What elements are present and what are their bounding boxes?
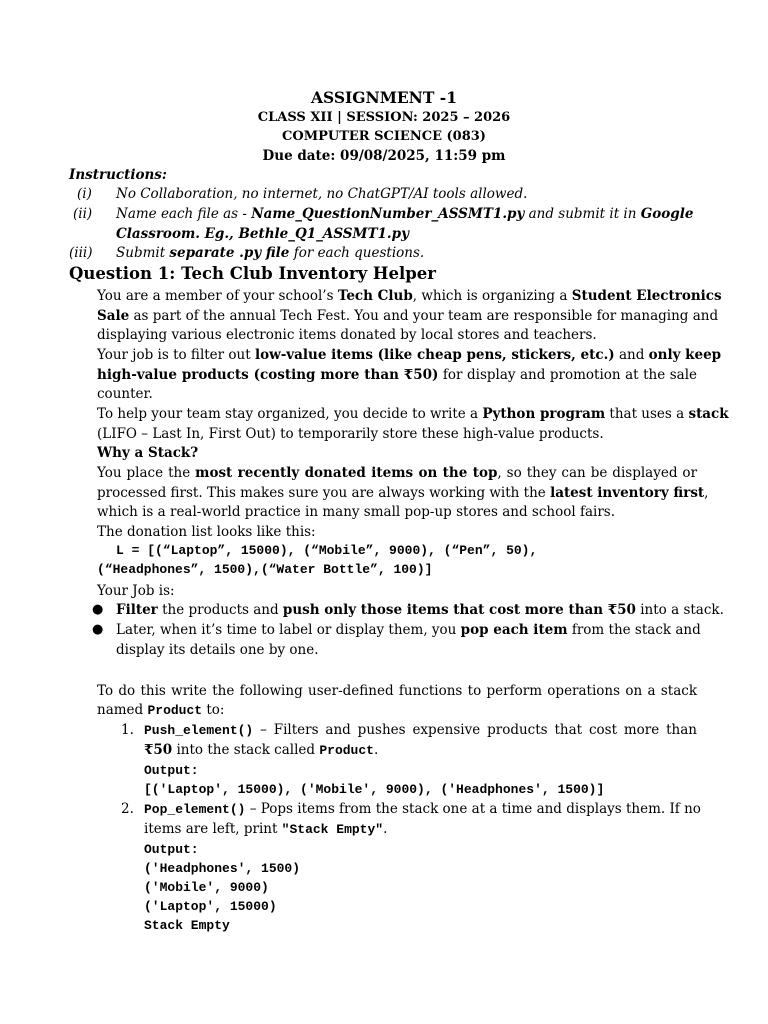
paragraph-line: which is a real-world practice in many small pop-up stores and school fairs. xyxy=(97,504,616,520)
instruction-text: Classroom. Eg., Bethle_Q1_ASSMT1.py xyxy=(116,226,409,242)
bullet-text: Later, when it’s time to label or display them, you pop each item from the stack and xyxy=(116,622,701,638)
paragraph-line: high-value products (costing more than ₹50) for display and promotion at the sale xyxy=(97,367,698,383)
instruction-text: No Collaboration, no internet, no ChatGPT/AI tools allowed. xyxy=(116,186,528,202)
code-line: (“Headphones”, 1500),(“Water Bottle”, 100)] xyxy=(97,562,433,577)
assignment-title: ASSIGNMENT -1 xyxy=(310,88,458,107)
function-description: Pop_element() – Pops items from the stack one at a time and displays them. If no xyxy=(144,801,701,817)
output-value: ('Headphones', 1500) xyxy=(144,861,301,876)
instruction-number: (i) xyxy=(77,186,92,202)
paragraph-line: counter. xyxy=(97,386,153,402)
paragraph-line: named Product to: xyxy=(97,702,225,718)
instruction-text: Name each file as - Name_QuestionNumber_ASSMT1.py and submit it in Google xyxy=(116,206,694,222)
function-description: ₹50 into the stack called Product. xyxy=(144,742,379,758)
question-heading: Question 1: Tech Club Inventory Helper xyxy=(69,264,436,283)
paragraph-line: To do this write the following user-defined functions to perform operations on a stack xyxy=(97,683,697,699)
instruction-number: (iii) xyxy=(69,245,93,261)
paragraph-line: Your job is to filter out low-value items (like cheap pens, stickers, etc.) and only keep xyxy=(97,347,722,363)
output-label: Output: xyxy=(144,842,199,857)
paragraph-line: (LIFO – Last In, First Out) to temporarily store these high-value products. xyxy=(97,426,604,442)
code-line: L = [(“Laptop”, 15000), (“Mobile”, 9000), (“Pen”, 50), xyxy=(116,543,538,558)
bullet-icon: ● xyxy=(92,622,104,637)
output-value: Stack Empty xyxy=(144,918,230,933)
due-date: Due date: 09/08/2025, 11:59 pm xyxy=(262,148,506,164)
instructions-heading: Instructions: xyxy=(69,167,167,183)
paragraph-line: You are a member of your school’s Tech Club, which is organizing a Student Electronics xyxy=(97,288,722,304)
list-number: 1. xyxy=(121,722,134,738)
instruction-number: (ii) xyxy=(73,206,93,222)
paragraph-line: You place the most recently donated items on the top, so they can be displayed or xyxy=(97,465,698,481)
instruction-text: Submit separate .py file for each questions. xyxy=(116,245,425,261)
bullet-text: display its details one by one. xyxy=(116,642,319,658)
output-label: Output: xyxy=(144,763,199,778)
output-value: ('Laptop', 15000) xyxy=(144,899,277,914)
paragraph-line: displaying various electronic items donated by local stores and teachers. xyxy=(97,327,597,343)
function-description: items are left, print "Stack Empty". xyxy=(144,821,388,837)
why-stack-heading: Why a Stack? xyxy=(97,445,199,461)
paragraph-line: Sale as part of the annual Tech Fest. You and your team are responsible for managing and xyxy=(97,308,719,324)
your-job-heading: Your Job is: xyxy=(97,583,175,599)
bullet-icon: ● xyxy=(92,602,104,617)
class-session: CLASS XII | SESSION: 2025 – 2026 xyxy=(257,110,511,125)
paragraph-line: To help your team stay organized, you decide to write a Python program that uses a stack xyxy=(97,406,729,422)
function-description: Push_element() – Filters and pushes expensive products that cost more than xyxy=(144,722,697,738)
subject: COMPUTER SCIENCE (083) xyxy=(282,129,486,144)
output-value: [('Laptop', 15000), ('Mobile', 9000), ('Headphones', 1500)] xyxy=(144,782,605,797)
bullet-text: Filter the products and push only those items that cost more than ₹50 into a stack. xyxy=(116,602,724,618)
output-value: ('Mobile', 9000) xyxy=(144,880,269,895)
donation-intro: The donation list looks like this: xyxy=(97,524,316,540)
list-number: 2. xyxy=(121,801,134,817)
paragraph-line: processed first. This makes sure you are always working with the latest inventory first, xyxy=(97,485,709,501)
